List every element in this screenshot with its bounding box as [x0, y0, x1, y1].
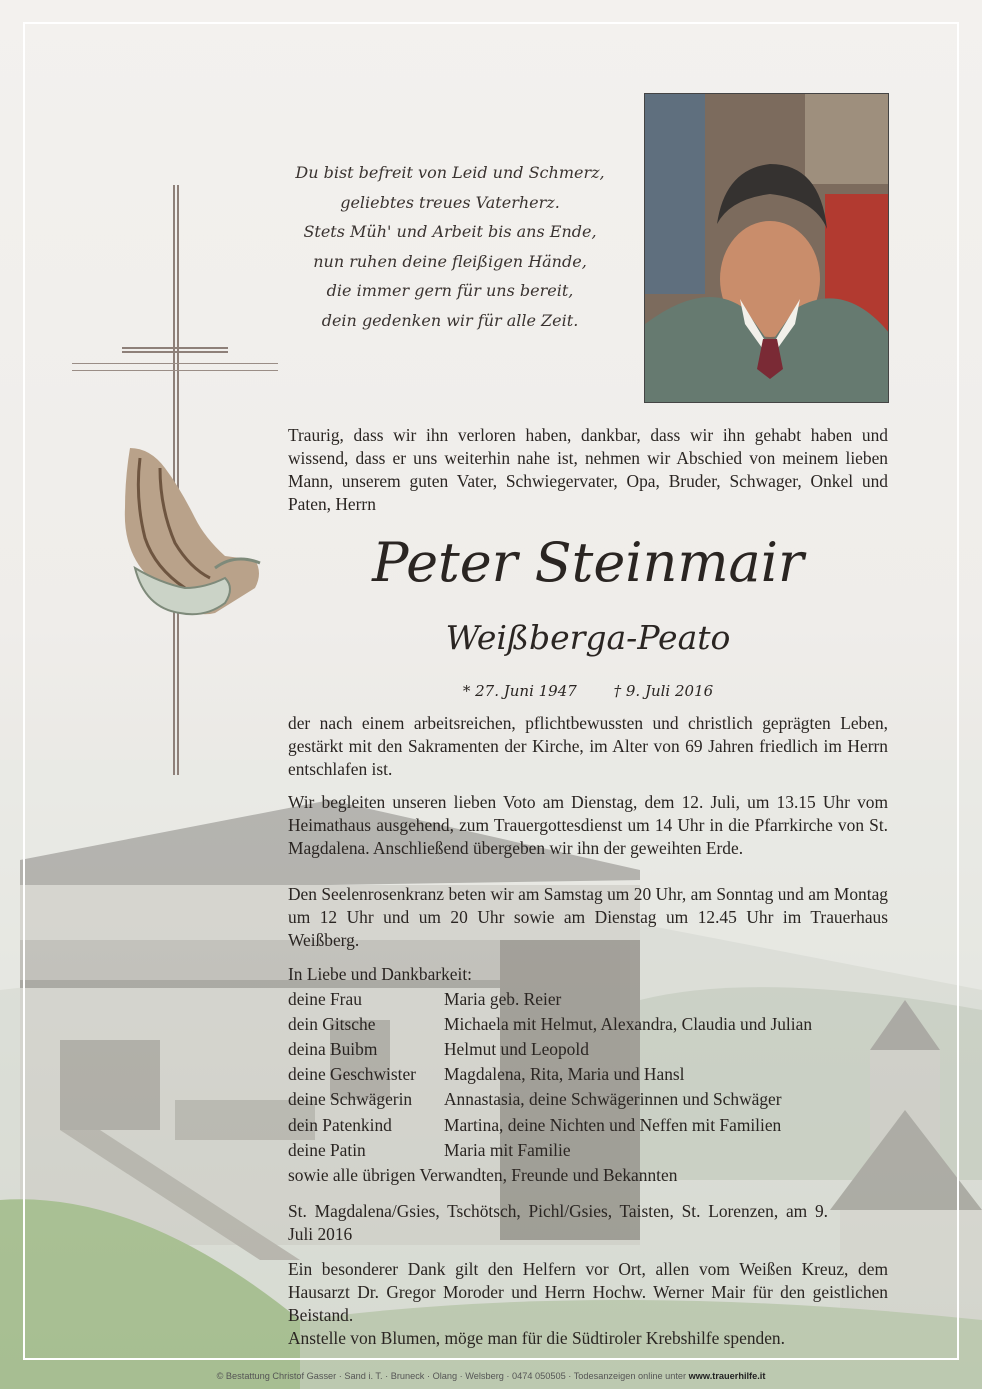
deceased-name: Peter Steinmair	[372, 531, 804, 594]
list-item	[288, 1063, 888, 1088]
rosary-paragraph: Den Seelenrosenkranz beten wir am Samstag um 20 Uhr, am Sonntag und am Montag um 12 Uhr und um 20 Uhr sowie am Dienstag um 12.45 Uhr im Trauerhaus Weißberg.	[288, 884, 888, 950]
mourner-relation: deine Patin	[288, 1139, 366, 1160]
mourner-names: Annastasia, deine Schwägerinnen und Schwäger	[444, 1089, 782, 1110]
mourner-names: Helmut und Leopold	[444, 1039, 589, 1060]
list-item	[288, 1038, 888, 1063]
poem-line: Stets Müh' und Arbeit bis ans Ende,	[303, 222, 597, 241]
funeral-paragraph: Wir begleiten unseren lieben Voto am Dienstag, dem 12. Juli, um 13.15 Uhr vom Heimathaus ausgehend, zum Trauergottesdienst um 14 Uhr in die Pfarrkirche von St. Magdalena. Anschließend übergeben wir ihn der geweihten Erde.	[288, 792, 888, 858]
poem-line: geliebtes treues Vaterherz.	[340, 192, 560, 212]
mourners-list	[288, 963, 888, 1189]
cross-bar-icon	[122, 347, 228, 353]
list-item	[288, 1013, 888, 1038]
cross-bar-outer-icon	[72, 363, 278, 371]
list-item	[288, 1088, 888, 1113]
place-date: St. Magdalena/Gsies, Tschötsch, Pichl/Gsies, Taisten, St. Lorenzen, am 9. Juli 2016	[288, 1201, 828, 1244]
mourners-heading: In Liebe und Dankbarkeit:	[288, 964, 472, 984]
portrait-photo	[644, 93, 889, 403]
mourner-relation: dein Patenkind	[288, 1114, 392, 1135]
list-item	[288, 988, 888, 1013]
poem-line: dein gedenken wir für alle Zeit.	[321, 310, 579, 330]
mourner-names: Michaela mit Helmut, Alexandra, Claudia und Julian	[444, 1014, 813, 1035]
birth-date: * 27. Juni 1947	[462, 682, 577, 700]
mourners-closing: sowie alle übrigen Verwandten, Freunde und Bekannten	[288, 1164, 678, 1185]
mourner-relation: deine Frau	[288, 989, 362, 1010]
portrait-image	[645, 94, 889, 403]
poem-line: nun ruhen deine fleißigen Hände,	[313, 251, 587, 271]
mourner-names: Martina, deine Nichten und Neffen mit Familien	[444, 1114, 782, 1135]
life-paragraph: der nach einem arbeitsreichen, pflichtbewussten und christlich geprägten Leben, gestärkt mit den Sakramenten der Kirche, im Alter von 69 Jahren friedlich im Herrn entschlafen ist.	[288, 713, 888, 779]
flowers-note: Anstelle von Blumen, möge man für die Südtiroler Krebshilfe spenden.	[288, 1328, 785, 1348]
mourner-relation: deine Schwägerin	[288, 1089, 413, 1110]
footer-text: © Bestattung Christof Gasser · Sand i. T. · Bruneck · Olang · Welsberg · 0474 050505 · Todesanzeigen online unter	[216, 1371, 687, 1381]
death-date: † 9. Juli 2016	[613, 682, 714, 700]
intro-text: Traurig, dass wir ihn verloren haben, dankbar, dass wir ihn gehabt haben und wissend, dass er uns weiterhin nahe ist, nehmen wir Abschied von meinem lieben Mann, unserem guten Vater, Schwiegervater, Opa, Bruder, Schwager, Onkel und Paten, Herrn	[288, 425, 888, 514]
mourner-names: Maria geb. Reier	[444, 989, 562, 1010]
thanks-section	[288, 1258, 888, 1350]
mourner-relation: deina Buibm	[288, 1039, 378, 1060]
mourner-names: Maria mit Familie	[444, 1139, 571, 1160]
list-item	[288, 1114, 888, 1139]
life-dates	[288, 680, 888, 702]
poem-line: Du bist befreit von Leid und Schmerz,	[295, 163, 605, 182]
poem-line: die immer gern für uns bereit,	[326, 281, 574, 300]
memorial-poem	[290, 158, 610, 335]
thanks-text: Ein besonderer Dank gilt den Helfern vor Ort, allen vom Weißen Kreuz, dem Hausarzt Dr. Gregor Moroder und Herrn Hochw. Werner Mair für den geistlichen Beistand.	[288, 1259, 888, 1325]
deceased-nickname: Weißberga-Peato	[445, 618, 731, 657]
list-item	[288, 1139, 888, 1164]
footer-link[interactable]: www.trauerhilfe.it	[688, 1371, 766, 1381]
mourner-relation: deine Geschwister	[288, 1064, 416, 1085]
mourner-relation: dein Gitsche	[288, 1014, 376, 1035]
praying-hands-icon	[115, 438, 265, 623]
footer	[0, 1371, 982, 1381]
mourner-names: Magdalena, Rita, Maria und Hansl	[444, 1064, 685, 1085]
